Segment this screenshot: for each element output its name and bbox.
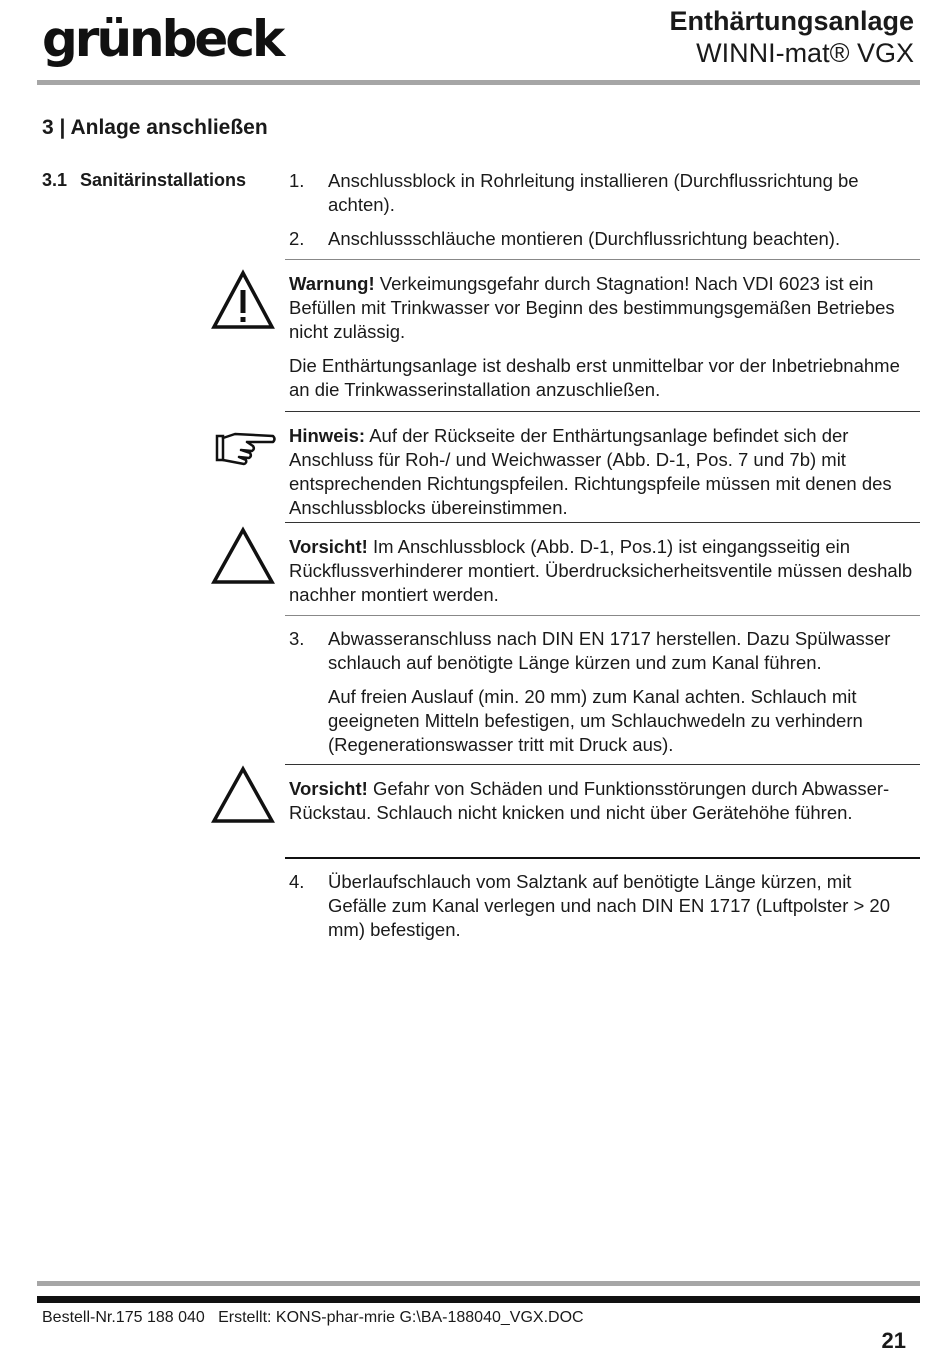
divider <box>285 411 920 412</box>
footer-rule-black <box>37 1296 920 1303</box>
step-text: Überlaufschlauch vom Salztank auf benötigte Länge kürzen, mit Gefälle zum Kanal verlegen und nach DIN EN 1717 (Luftpolster > 20 mm) befestigen. <box>328 871 891 940</box>
footer-text: Bestell-Nr.175 188 040 Erstellt: KONS-phar-mrie G:\BA-188040_VGX.DOC <box>42 1309 584 1326</box>
caution-label: Vorsicht! <box>289 536 368 557</box>
step-text-extra: Auf freien Auslauf (min. 20 mm) zum Kanal achten. Schlauch mit geeigneten Mitteln befestigen, um Schlauchwedeln zu verhindern (Regenerationswasser tritt mit Druck aus). <box>328 686 863 755</box>
step-number: 1. <box>289 170 305 191</box>
divider <box>285 259 920 260</box>
divider <box>285 857 920 859</box>
warning-text: Verkeimungsgefahr durch Stagnation! Nach VDI 6023 ist ein Befüllen mit Trinkwasser vor Beginn des bestimmungsgemäßen Betriebes nicht zulässig. <box>289 273 895 342</box>
warning-exclamation-icon <box>211 270 275 330</box>
section-title: Sanitärinstallations <box>80 170 247 190</box>
step-text: Anschlussschläuche montieren (Durchflussrichtung beachten). <box>328 228 841 249</box>
section-number: 3.1 <box>42 170 68 190</box>
caution-text: Gefahr von Schäden und Funktionsstörungen durch Abwasser-Rückstau. Schlauch nicht knicken und nicht über Gerätehöhe führen. <box>289 778 890 823</box>
caution-triangle-icon <box>211 527 275 587</box>
warning-label: Warnung! <box>289 273 375 294</box>
step-text: Abwasseranschluss nach DIN EN 1717 herstellen. Dazu Spülwasser schlauch auf benötigte Länge kürzen und zum Kanal führen. <box>328 628 891 673</box>
hint-notice <box>289 424 913 520</box>
hint-paragraph <box>289 424 913 520</box>
step-number: 2. <box>289 228 305 249</box>
divider <box>285 522 920 523</box>
caution-paragraph <box>289 535 913 607</box>
svg-text:grünbeck: grünbeck <box>42 10 283 68</box>
caution-notice <box>289 535 913 607</box>
chapter-heading: 3 | Anlage anschließen <box>42 116 268 139</box>
step-text: Anschlussblock in Rohrleitung installieren (Durchflussrichtung be achten). <box>328 170 859 215</box>
caution-text: Im Anschlussblock (Abb. D-1, Pos.1) ist eingangsseitig ein Rückflussverhinderer montiert. Überdrucksicherheitsventile müssen deshalb nachher montiert werden. <box>289 536 913 605</box>
warning-paragraph <box>289 272 913 344</box>
warning-paragraph-2: Die Enthärtungsanlage ist deshalb erst unmittelbar vor der Inbetriebnahme an die Trinkwasserinstallation anzuschließen. <box>289 355 900 400</box>
header-rule <box>37 80 920 85</box>
document-title: Enthärtungsanlage <box>669 6 914 36</box>
section-heading <box>42 170 246 191</box>
product-model: WINNI-mat® VGX <box>696 38 914 68</box>
list-item <box>289 227 913 251</box>
hint-text: Auf der Rückseite der Enthärtungsanlage befindet sich der Anschluss für Roh-/ und Weichwasser (Abb. D-1, Pos. 7 und 7b) mit entsprechenden Richtungspfeilen. Richtungspfeile müssen mit denen des Anschlussblocks übereinstimmen. <box>289 425 892 518</box>
list-item <box>289 627 913 757</box>
step-number: 4. <box>289 871 305 892</box>
gruenbeck-logo <box>42 10 283 74</box>
footer-rule-grey <box>37 1281 920 1286</box>
list-item <box>289 870 913 942</box>
caution-label: Vorsicht! <box>289 778 368 799</box>
caution-notice <box>289 777 913 825</box>
hint-label: Hinweis: <box>289 425 366 446</box>
warning-notice <box>289 272 913 402</box>
step-number: 3. <box>289 628 305 649</box>
caution-triangle-icon <box>211 766 275 826</box>
page-number: 21 <box>881 1328 906 1353</box>
pointing-hand-icon <box>213 428 277 468</box>
divider <box>285 615 920 616</box>
divider <box>285 764 920 765</box>
list-item <box>289 169 913 217</box>
caution-paragraph <box>289 777 913 825</box>
